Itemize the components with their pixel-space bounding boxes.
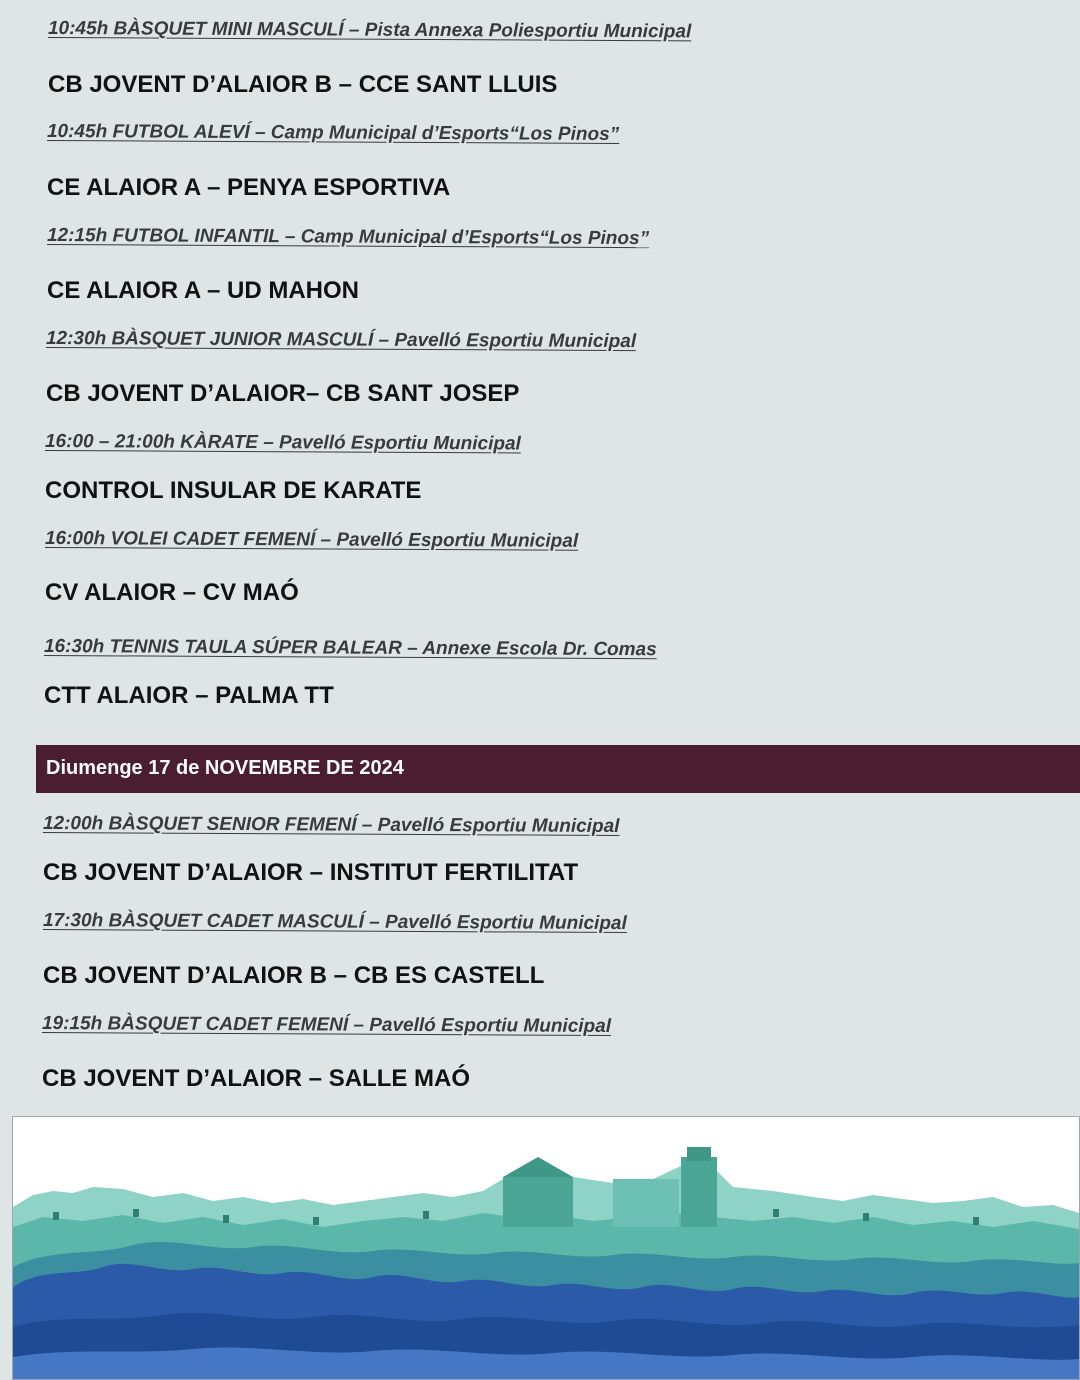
event-line: 16:00h VOLEI CADET FEMENÍ – Pavelló Esportiu Municipal [44, 528, 579, 552]
event-line: 10:45h BÀSQUET MINI MASCULÍ – Pista Annexa Poliesportiu Municipal [47, 18, 692, 43]
match-line: CE ALAIOR A – UD MAHON [47, 277, 359, 304]
match-line: CB JOVENT D’ALAIOR – INSTITUT FERTILITAT [43, 859, 579, 886]
event-line: 12:15h FUTBOL INFANTIL – Camp Municipal d’Esports“Los Pinos” [46, 225, 650, 250]
match-line: CB JOVENT D’ALAIOR B – CCE SANT LLUIS [48, 71, 558, 98]
event-line: 12:00h BÀSQUET SENIOR FEMENÍ – Pavelló Esportiu Municipal [42, 813, 620, 838]
event-line: 16:30h TENNIS TAULA SÚPER BALEAR – Annexe Escola Dr. Comas [43, 636, 657, 661]
match-line: CV ALAIOR – CV MAÓ [45, 579, 299, 606]
match-line: CTT ALAIOR – PALMA TT [44, 682, 334, 709]
event-line: 16:00 – 21:00h KÀRATE – Pavelló Esportiu Municipal [44, 431, 521, 455]
match-line: CONTROL INSULAR DE KARATE [45, 477, 422, 504]
day-header-band [36, 745, 1080, 793]
event-line: 19:15h BÀSQUET CADET FEMENÍ – Pavelló Esportiu Municipal [41, 1013, 612, 1037]
day-header: Diumenge 17 de NOVEMBRE DE 2024 [46, 757, 404, 779]
match-line: CE ALAIOR A – PENYA ESPORTIVA [47, 174, 451, 201]
event-line: 17:30h BÀSQUET CADET MASCULÍ – Pavelló Esportiu Municipal [42, 910, 627, 935]
event-line: 12:30h BÀSQUET JUNIOR MASCULÍ – Pavelló Esportiu Municipal [45, 328, 637, 353]
town-skyline-image [12, 1116, 1080, 1380]
event-line: 10:45h FUTBOL ALEVÍ – Camp Municipal d’Esports“Los Pinos” [46, 121, 620, 145]
match-line: CB JOVENT D’ALAIOR– CB SANT JOSEP [46, 380, 520, 407]
match-line: CB JOVENT D’ALAIOR – SALLE MAÓ [42, 1065, 471, 1092]
town-skyline-graphic [13, 1117, 1079, 1379]
match-line: CB JOVENT D’ALAIOR B – CB ES CASTELL [43, 962, 545, 989]
